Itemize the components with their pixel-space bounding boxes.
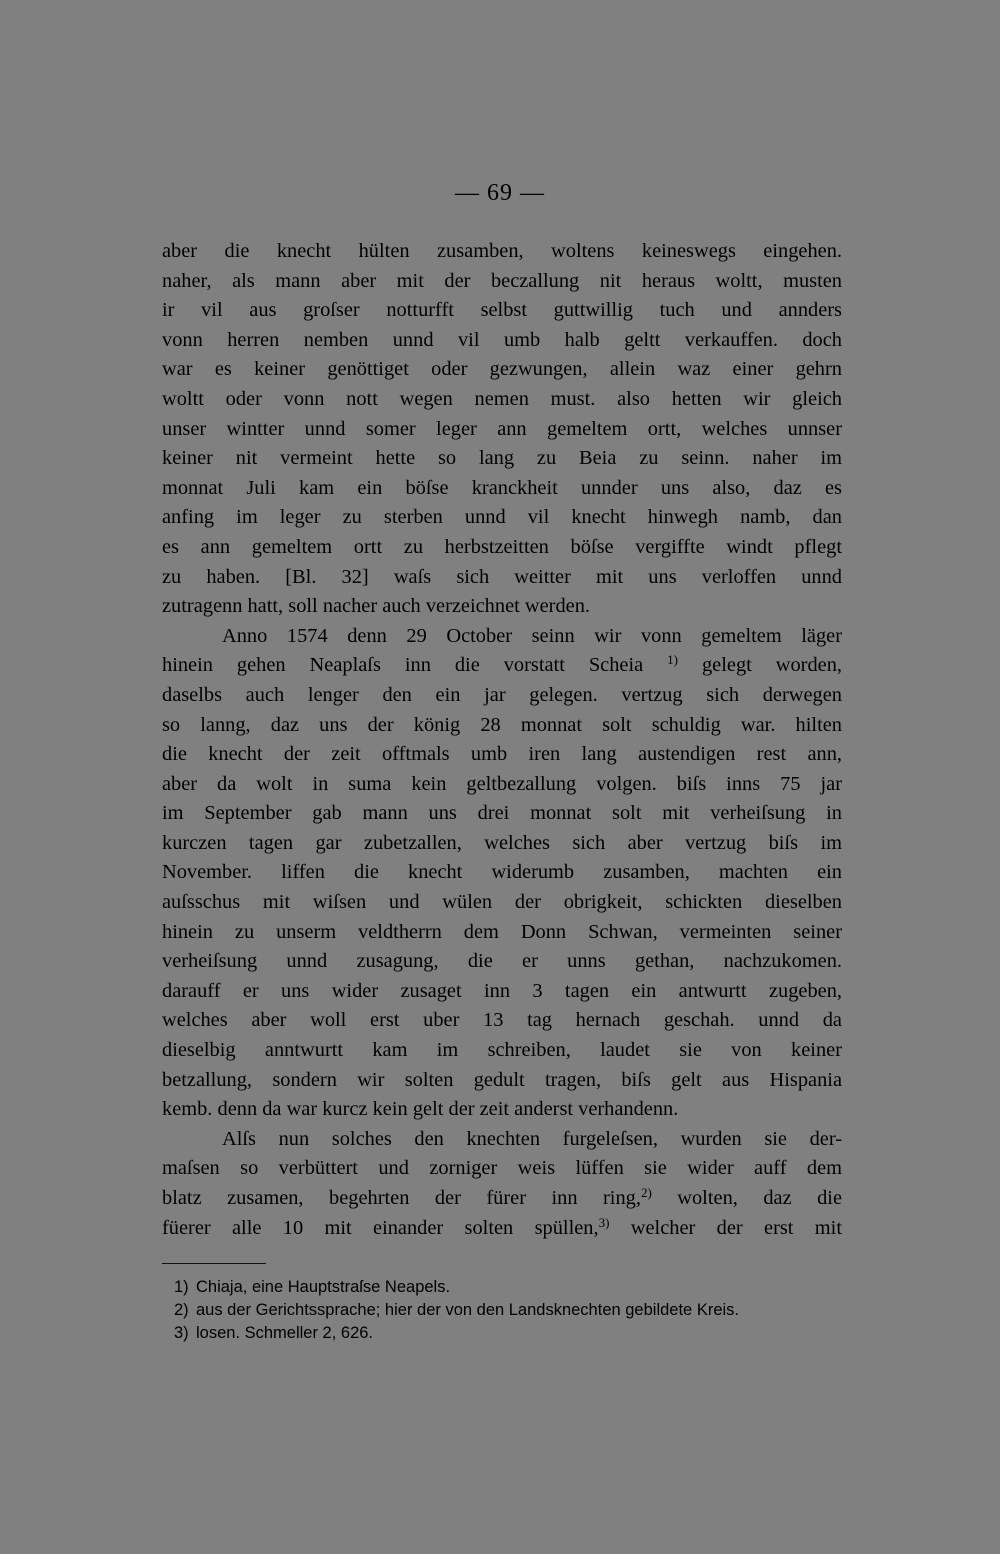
footnote bbox=[162, 1277, 842, 1298]
text-line: zutragenn hatt, soll nacher auch verzeichnet werden. bbox=[162, 595, 590, 618]
text-line: November. liffen die knecht widerumb zusamben, machten ein bbox=[162, 861, 842, 884]
text-line: aber da wolt in suma kein geltbezallung volgen. biſs inns 75 jar bbox=[162, 772, 842, 795]
footnote-mark: 3) bbox=[174, 1324, 189, 1342]
text-line: dieselbig anntwurtt kam im schreiben, laudet sie von keiner bbox=[162, 1039, 842, 1062]
text-line: welches aber woll erst uber 13 tag hernach geschah. unnd da bbox=[162, 1009, 842, 1032]
text-line: Alſs nun solches den knechten furgeleſsen, wurden sie der- bbox=[222, 1127, 842, 1150]
text-fragment: füerer alle 10 mit einander solten spüllen, bbox=[162, 1216, 599, 1239]
footnote-mark: 1) bbox=[174, 1278, 189, 1296]
text-line-with-footnote bbox=[162, 1214, 842, 1244]
text-line: so lanng, daz uns der könig 28 monnat solt schuldig war. hilten bbox=[162, 713, 842, 736]
text-line: auſsschus mit wiſsen und wülen der obrigkeit, schickten dieselben bbox=[162, 891, 842, 914]
footnote-text: aus der Gerichtssprache; hier der von den Landsknechten gebildete Kreis. bbox=[196, 1301, 739, 1319]
footnotes bbox=[162, 1277, 842, 1346]
text-line: hinein zu unserm veldtherrn dem Donn Schwan, vermeinten seiner bbox=[162, 920, 842, 943]
footnote-text: losen. Schmeller 2, 626. bbox=[196, 1324, 374, 1342]
text-line: unser wintter unnd somer leger ann gemeltem ortt, welches unnser bbox=[162, 417, 842, 440]
text-line: verheiſsung unnd zusagung, die er unns gethan, nachzukomen. bbox=[162, 950, 842, 973]
text-line: daselbs auch lenger den ein jar gelegen. vertzug sich derwegen bbox=[162, 683, 842, 706]
text-line: betzallung, sondern wir solten gedult tragen, biſs gelt aus Hispania bbox=[162, 1068, 842, 1091]
text-fragment: wolten, daz die bbox=[677, 1187, 843, 1209]
text-line: darauff er uns wider zusaget inn 3 tagen ein antwurtt zugeben, bbox=[162, 979, 842, 1002]
footnote bbox=[162, 1323, 842, 1344]
text-line: woltt oder vonn nott wegen nemen must. also hetten wir gleich bbox=[162, 387, 842, 410]
text-fragment: hinein gehen Neaplaſs inn die vorstatt Scheia bbox=[162, 654, 644, 677]
text-line: war es keiner genöttiget oder gezwungen, allein waz einer gehrn bbox=[162, 358, 842, 381]
text-line: zu haben. [Bl. 32] waſs sich weitter mit uns verloffen unnd bbox=[162, 565, 842, 588]
text-fragment: blatz zusamen, begehrten der fürer inn ring, bbox=[162, 1187, 641, 1209]
text-line: ir vil aus groſser notturfft selbst guttwillig tuch und annders bbox=[162, 299, 842, 322]
text-line: es ann gemeltem ortt zu herbstzeitten böſse vergiffte windt pflegt bbox=[162, 535, 842, 558]
text-line: Anno 1574 denn 29 October seinn wir vonn gemeltem läger bbox=[222, 624, 842, 647]
text-fragment: gelegt worden, bbox=[701, 654, 843, 677]
text-line: die knecht der zeit offtmals umb iren lang austendigen rest ann, bbox=[162, 743, 842, 766]
main-text bbox=[162, 237, 842, 1243]
footnote-ref-3: 3) bbox=[598, 1214, 610, 1230]
footnote-ref-2: 2) bbox=[640, 1185, 652, 1200]
text-line: maſsen so verbüttert und zorniger weis lüffen sie wider auff dem bbox=[162, 1157, 842, 1180]
text-line: kemb. denn da war kurcz kein gelt der zeit anderst verhandenn. bbox=[162, 1098, 679, 1121]
text-line: aber die knecht hülten zusamben, woltens keineswegs eingehen. bbox=[162, 240, 842, 262]
text-line: im September gab mann uns drei monnat solt mit verheiſsung in bbox=[162, 802, 842, 825]
text-line: kurczen tagen gar zubetzallen, welches sich aber vertzug biſs im bbox=[162, 831, 842, 854]
footnote-mark: 2) bbox=[174, 1301, 189, 1319]
text-fragment: welcher der erst mit bbox=[630, 1216, 842, 1239]
footnote-divider bbox=[162, 1263, 266, 1264]
text-line-with-footnote bbox=[162, 651, 842, 681]
page-number: — 69 — bbox=[455, 180, 545, 206]
text-line: naher, als mann aber mit der beczallung nit heraus woltt, musten bbox=[162, 269, 842, 292]
text-line-with-footnote bbox=[162, 1184, 842, 1214]
text-line: vonn herren nemben unnd vil umb halb geltt verkauffen. doch bbox=[162, 328, 842, 351]
footnote-ref-1: 1) bbox=[667, 652, 679, 668]
footnote-text: Chiaja, eine Hauptstraſse Neapels. bbox=[196, 1278, 451, 1296]
text-line: monnat Juli kam ein böſse kranckheit unnder uns also, daz es bbox=[162, 476, 842, 499]
text-line: keiner nit vermeint hette so lang zu Beia zu seinn. naher im bbox=[162, 447, 842, 470]
text-line: anfing im leger zu sterben unnd vil knecht hinwegh namb, dan bbox=[162, 506, 842, 529]
footnote bbox=[162, 1300, 842, 1321]
